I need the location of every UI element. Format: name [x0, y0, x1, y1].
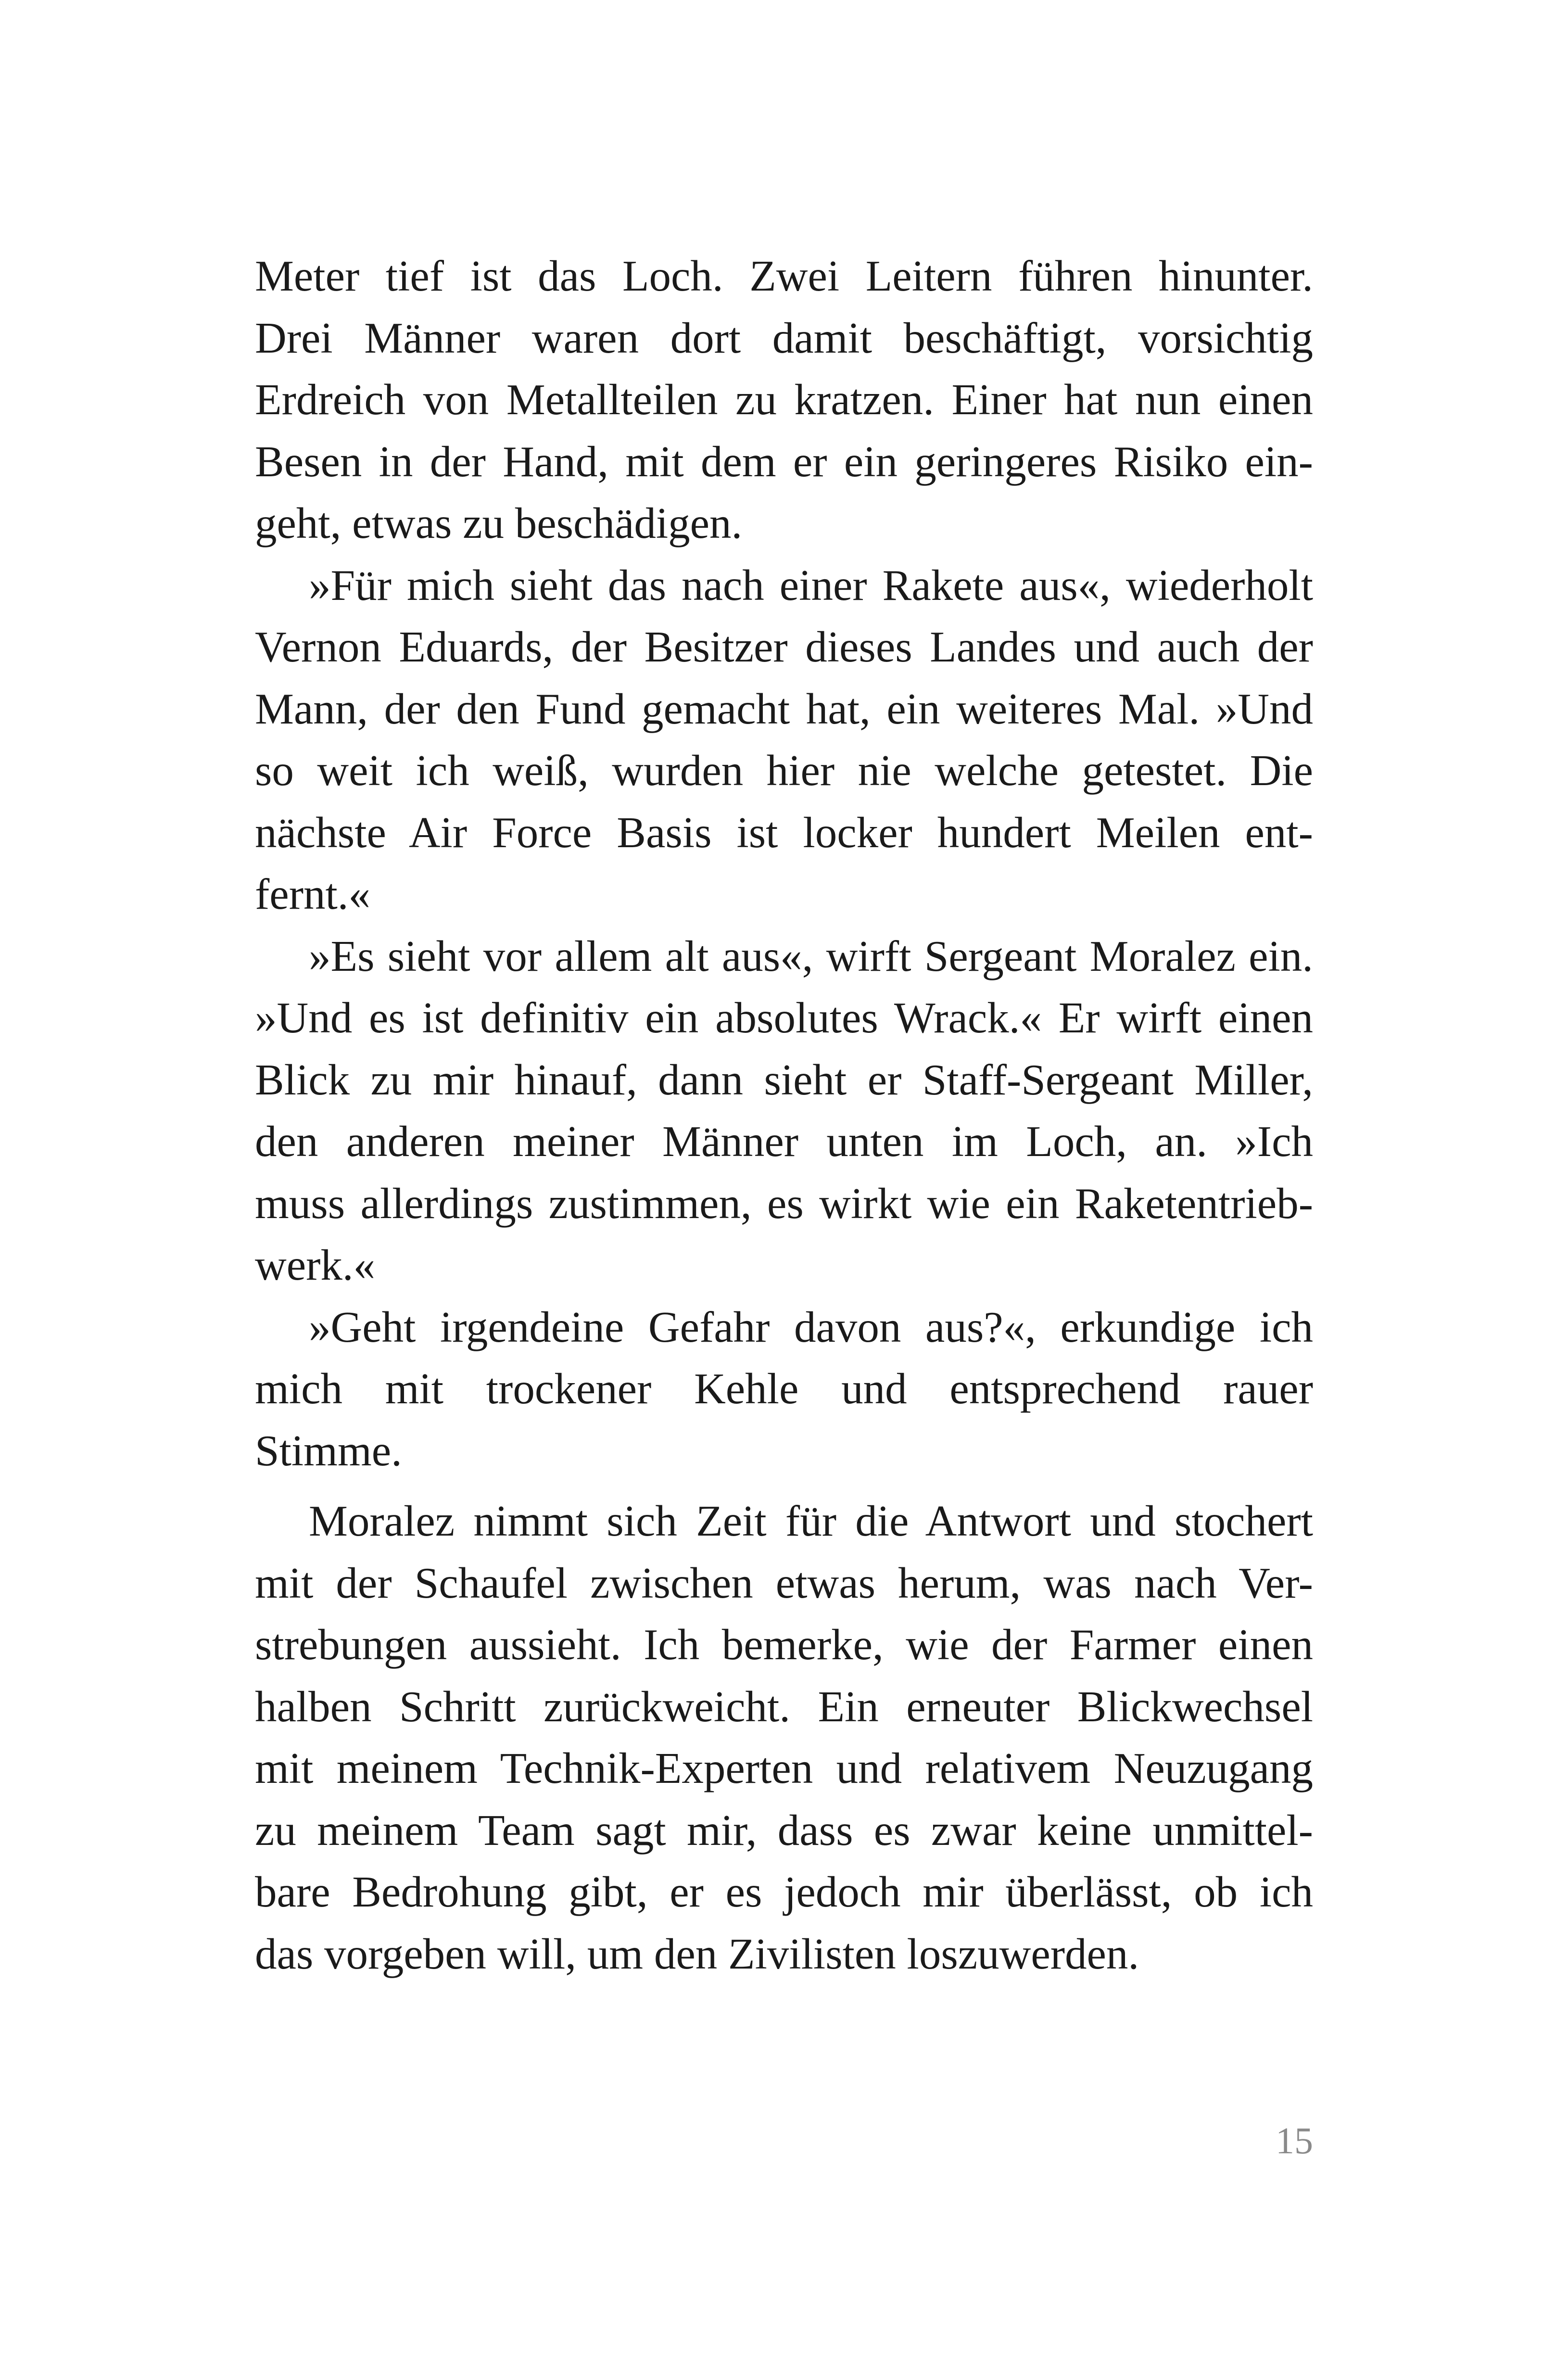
paragraph — [255, 245, 1313, 555]
text-line: fernt.« — [255, 870, 371, 918]
text-line: bare Bedrohung gibt, er es jedoch mir überlässt, ob ich — [255, 1868, 1313, 1916]
paragraph — [255, 1296, 1313, 1482]
text-line: »Und es ist definitiv ein absolutes Wrack.« Er wirft einen — [255, 993, 1313, 1042]
text-line: halben Schritt zurückweicht. Ein erneuter Blickwechsel — [255, 1682, 1313, 1731]
text-line: Stimme. — [255, 1426, 402, 1475]
text-line: muss allerdings zustimmen, es wirkt wie ein Raketentrieb- — [255, 1179, 1313, 1228]
text-line: den anderen meiner Männer unten im Loch, an. »Ich — [255, 1117, 1313, 1166]
text-line: strebungen aussieht. Ich bemerke, wie der Farmer einen — [255, 1620, 1313, 1669]
text-line: werk.« — [255, 1241, 376, 1289]
text-line: geht, etwas zu beschädigen. — [255, 499, 743, 547]
paragraph — [255, 555, 1313, 926]
text-line: so weit ich weiß, wurden hier nie welche getestet. Die — [255, 746, 1313, 795]
paragraph — [255, 926, 1313, 1296]
text-line: Besen in der Hand, mit dem er ein geringeres Risiko ein- — [255, 437, 1313, 486]
text-line: mich mit trockener Kehle und entsprechend rauer — [255, 1364, 1313, 1413]
text-line: Mann, der den Fund gemacht hat, ein weiteres Mal. »Und — [255, 684, 1313, 733]
page-number: 15 — [1276, 2120, 1313, 2161]
text-line: nächste Air Force Basis ist locker hundert Meilen ent- — [255, 808, 1313, 857]
text-line: zu meinem Team sagt mir, dass es zwar keine unmittel- — [255, 1805, 1313, 1855]
text-line: Meter tief ist das Loch. Zwei Leitern führen hinunter. — [255, 252, 1313, 300]
text-line: Blick zu mir hinauf, dann sieht er Staff-Sergeant Miller, — [255, 1055, 1313, 1104]
text-line: Vernon Eduards, der Besitzer dieses Landes und auch der — [255, 623, 1313, 671]
text-line: mit meinem Technik-Experten und relativem Neuzugang — [255, 1744, 1313, 1792]
text-line: Moralez nimmt sich Zeit für die Antwort und stochert — [309, 1497, 1313, 1545]
text-line: Erdreich von Metallteilen zu kratzen. Einer hat nun einen — [255, 375, 1313, 424]
text-line: das vorgeben will, um den Zivilisten loszuwerden. — [255, 1929, 1139, 1978]
text-line: »Geht irgendeine Gefahr davon aus?«, erkundige ich — [309, 1302, 1313, 1351]
paragraph — [255, 1490, 1313, 1985]
text-line: »Es sieht vor allem alt aus«, wirft Sergeant Moralez ein. — [309, 931, 1313, 980]
text-line: »Für mich sieht das nach einer Rakete aus«, wiederholt — [309, 560, 1313, 610]
text-line: mit der Schaufel zwischen etwas herum, was nach Ver- — [255, 1558, 1313, 1607]
text-line: Drei Männer waren dort damit beschäftigt, vorsichtig — [255, 313, 1313, 362]
body-text — [255, 245, 1313, 1985]
